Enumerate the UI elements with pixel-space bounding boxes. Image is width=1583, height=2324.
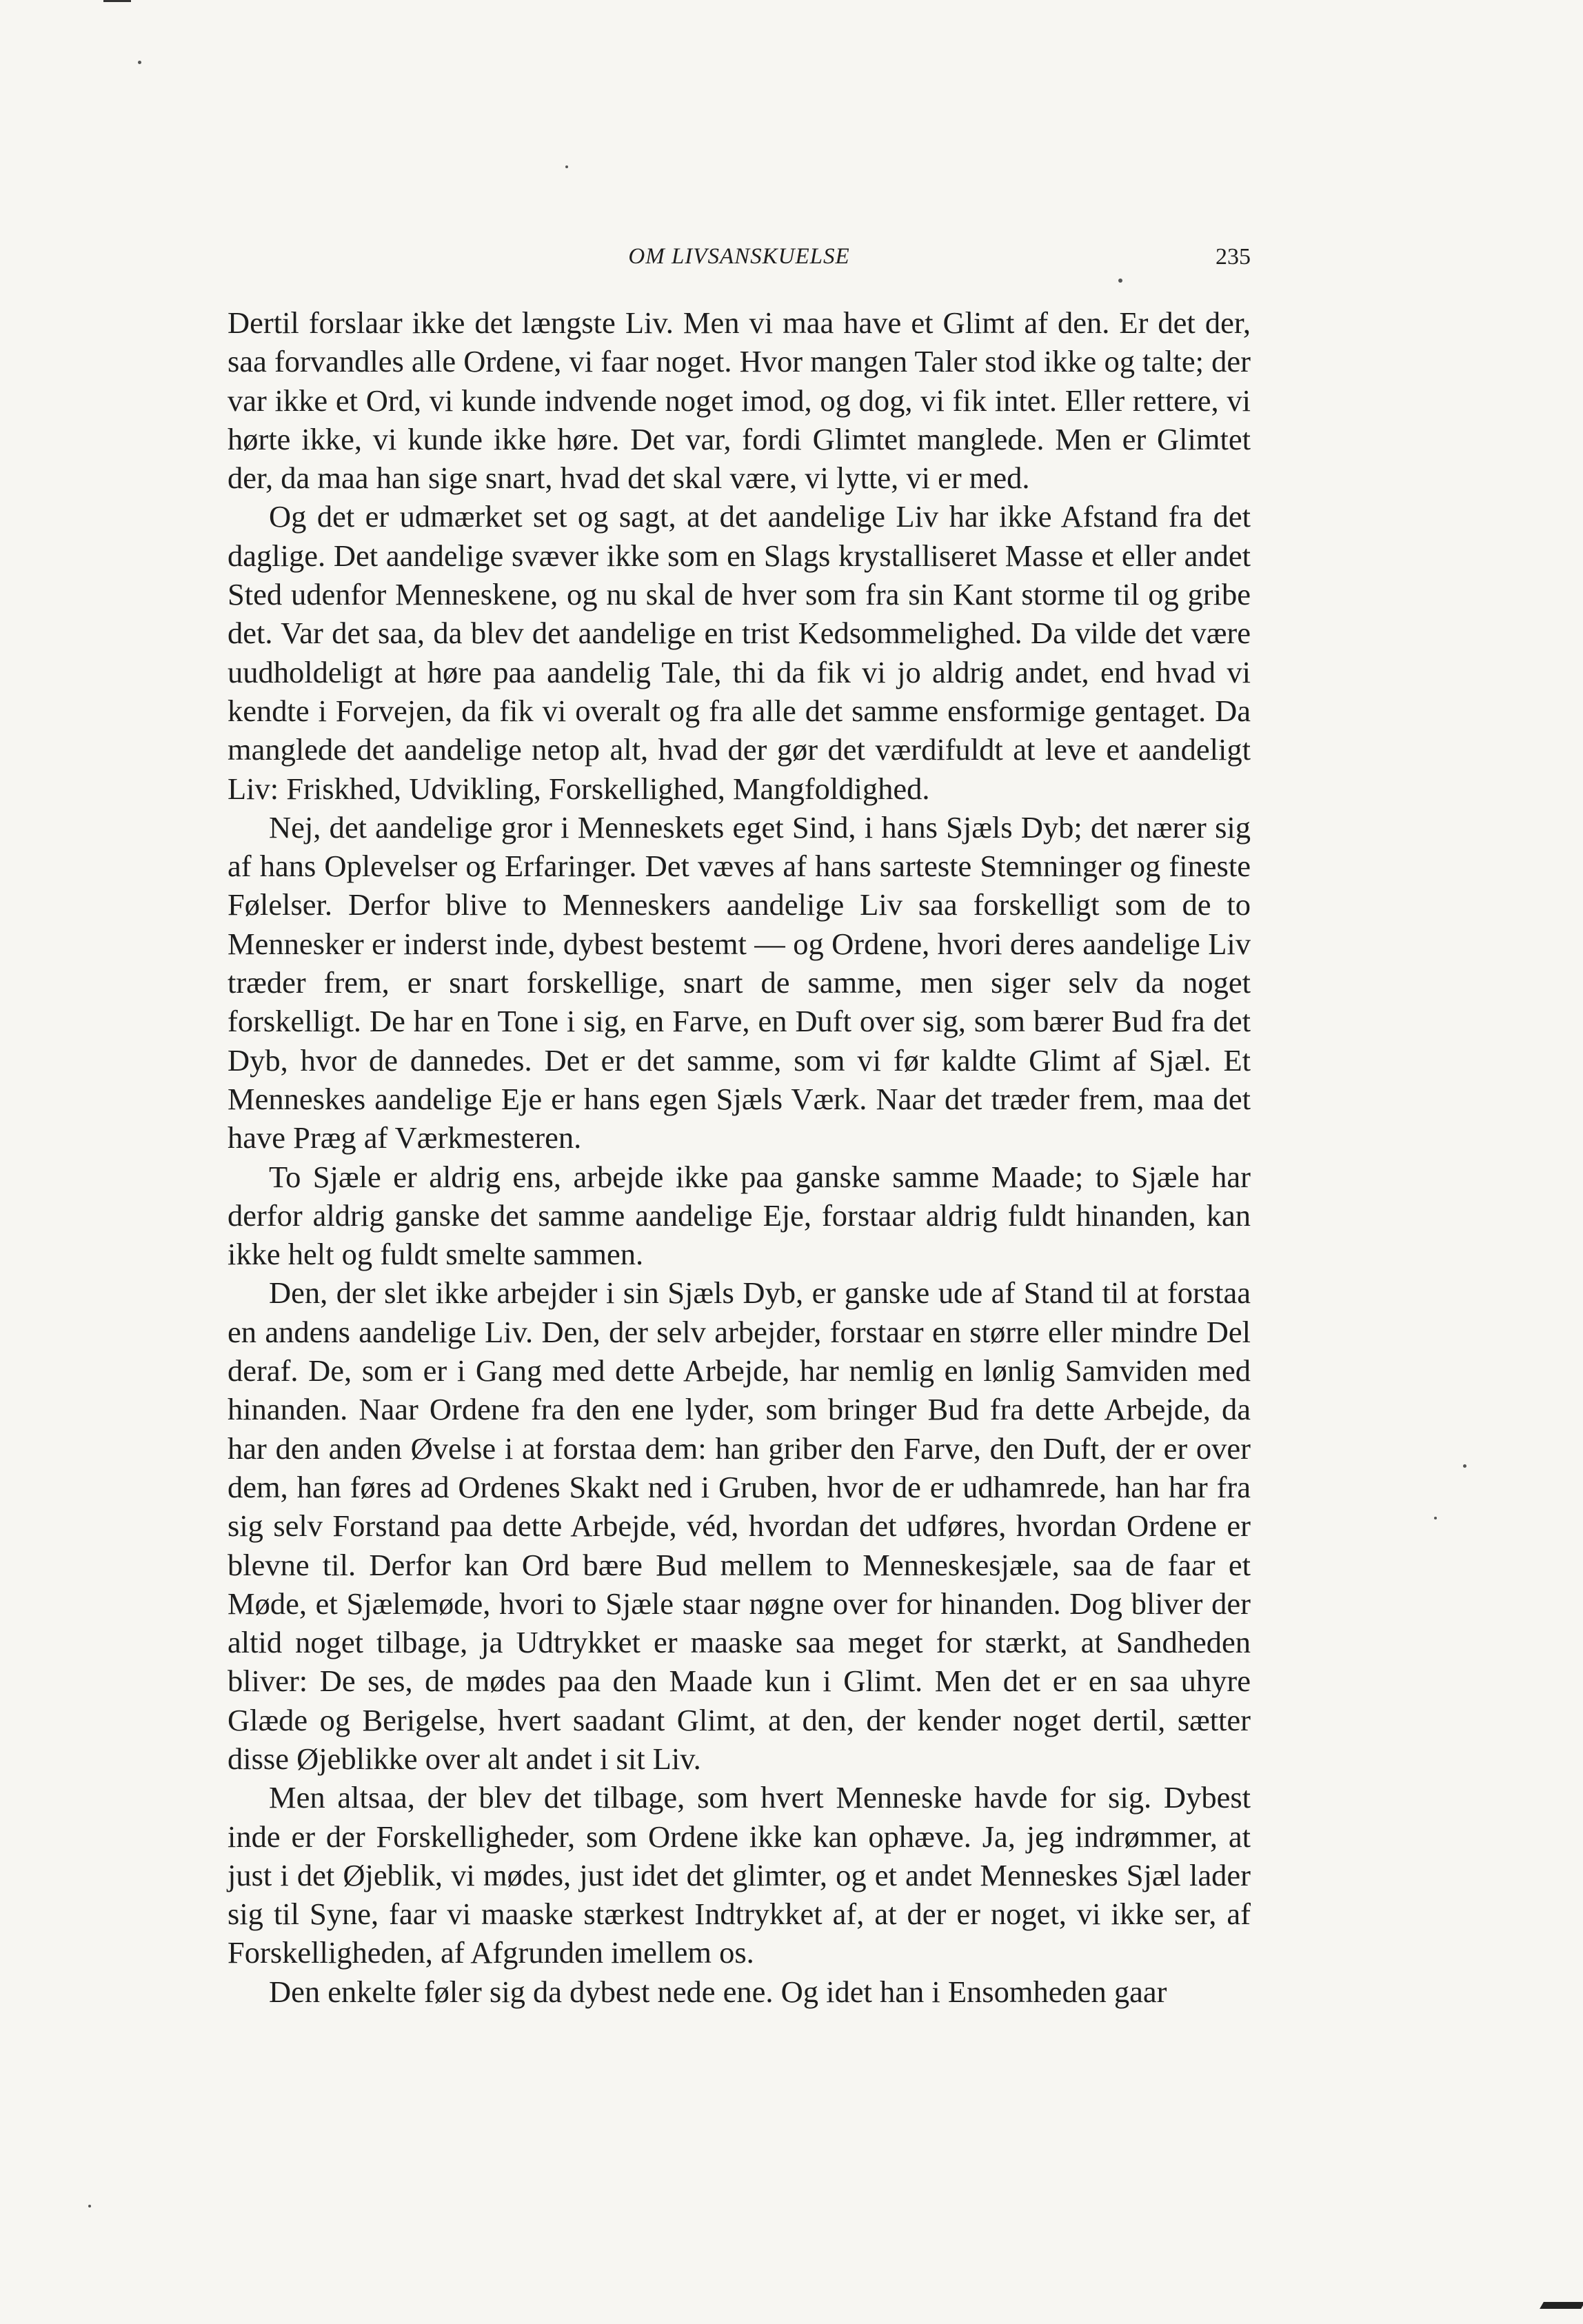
page-number: 235 (1216, 244, 1251, 270)
dust-speck (1118, 279, 1122, 283)
scan-corner-mark (1540, 2302, 1583, 2309)
paragraph: To Sjæle er aldrig ens, arbejde ikke paa ganske samme Maade; to Sjæle har derfor aldrig ganske det samme aandelige Eje, forstaar aldrig fuldt hinanden, kan ikke helt og fuldt smelte sammen. (228, 1159, 1251, 1272)
paragraph: Dertil forslaar ikke det længste Liv. Men vi maa have et Glimt af den. Er det der, saa forvandles alle Ordene, vi faar noget. Hvor mangen Taler stod ikke og talte; der var ikke et Ord, vi kunde indvende noget imod, og dog, vi fik intet. Eller rettere, vi hørte ikke, vi kunde ikke høre. Det var, fordi Glimtet manglede. Men er Glimtet der, da maa han sige snart, hvad det skal være, vi lytte, vi er med. (228, 305, 1251, 496)
dust-speck (88, 2205, 91, 2207)
paragraph: Den, der slet ikke arbejder i sin Sjæls Dyb, er ganske ude af Stand til at forstaa en andens aandelige Liv. Den, der selv arbejder, forstaar en større eller mindre Del deraf. De, som er i Gang med dette Arbejde, har nemlig en lønlig Samviden med hinanden. Naar Ordene fra den ene lyder, som bringer Bud fra dette Arbejde, da har den anden Øvelse i at forstaa dem: han griber den Farve, den Duft, der er over dem, han føres ad Ordenes Skakt ned i Gruben, hvor de er udhamrede, han har fra sig selv Forstand paa dette Arbejde, véd, hvordan det udføres, hvordan Ordene er blevne til. Derfor kan Ord bære Bud mellem to Menneskesjæle, saa de faar et Møde, et Sjælemøde, hvori to Sjæle staar nøgne over for hinanden. Dog bliver der altid noget tilbage, ja Udtrykket er maaske saa meget for stærkt, at Sandheden bliver: De ses, de mødes paa den Maade kun i Glimt. Men det er en saa uhyre Glæde og Berigelse, hvert saadant Glimt, at den, der kender noget dertil, sætter disse Øjeblikke over alt andet i sit Liv. (228, 1275, 1251, 1776)
scan-edge-mark (103, 0, 131, 2)
paragraph: Nej, det aandelige gror i Menneskets eget Sind, i hans Sjæls Dyb; det nærer sig af hans Oplevelser og Erfaringer. Det væves af hans sarteste Stemninger og fineste Følelser. Derfor blive to Menneskers aandelige Liv saa forskelligt som de to Mennesker er inderst inde, dybest bestemt — og Ordene, hvori deres aandelige Liv træder frem, er snart forskellige, snart de samme, men siger selv da noget forskelligt. De har en Tone i sig, en Farve, en Duft over sig, som bærer Bud fra det Dyb, hvor de dannedes. Det er det samme, som vi før kaldte Glimt af Sjæl. Et Menneskes aandelige Eje er hans egen Sjæls Værk. Naar det træder frem, maa det have Præg af Værkmesteren. (228, 809, 1251, 1155)
paragraph: Og det er udmærket set og sagt, at det aandelige Liv har ikke Afstand fra det daglige. Det aandelige svæver ikke som en Slags krystalliseret Masse et eller andet Sted udenfor Menneskene, og nu skal de hver som fra sin Kant storme til og gribe det. Var det saa, da blev det aandelige en trist Kedsommelighed. Da vilde det være uudholdeligt at høre paa aandelig Tale, thi da fik vi jo aldrig andet, end hvad vi kendte i Forvejen, da fik vi overalt og fra alle det samme ensformige gentaget. Da manglede det aandelige netop alt, hvad der gør det værdifuldt at leve et aandeligt Liv: Friskhed, Udvikling, Forskellighed, Mangfoldighed. (228, 499, 1251, 806)
running-title: OM LIVSANSKUELSE (628, 244, 850, 269)
paragraph: Den enkelte føler sig da dybest nede ene. Og idet han i Ensomheden gaar (269, 1974, 1167, 2009)
dust-speck (138, 61, 141, 64)
page-header (228, 244, 1251, 285)
dust-speck (1463, 1464, 1466, 1468)
body-text (228, 303, 1251, 2011)
dust-speck (1434, 1517, 1437, 1519)
dust-speck (565, 165, 568, 168)
paragraph: Men altsaa, der blev det tilbage, som hvert Menneske havde for sig. Dybest inde er der Forskelligheder, som Ordene ikke kan ophæve. Ja, jeg indrømmer, at just i det Øjeblik, vi mødes, just idet det glimter, og et andet Menneskes Sjæl lader sig til Syne, faar vi maaske stærkest Indtrykket af, at der er noget, vi ikke ser, af Forskelligheden, af Afgrunden imellem os. (228, 1780, 1251, 1970)
